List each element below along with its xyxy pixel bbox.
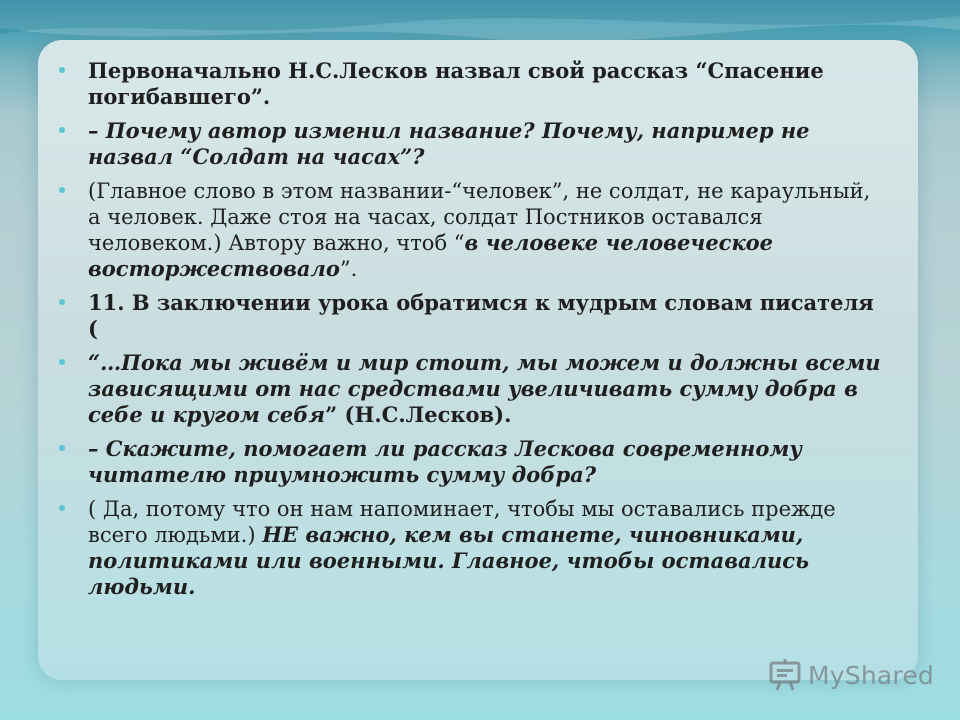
bullet-text	[88, 59, 824, 109]
text-run: ( Да, потому что он нам напоминает, чтобы мы оставались прежде всего людьми.)	[88, 497, 836, 547]
bullet-text	[88, 119, 810, 169]
text-run: “…Пока мы живём и мир стоит, мы можем и должны всеми зависящими от нас средствами увеличивать сумму добра в себе и кругом себя	[88, 350, 881, 427]
watermark-logo	[768, 655, 938, 695]
text-run: – Скажите, помогает ли рассказ Лескова современному читателю приумножить сумму добра?	[88, 436, 802, 487]
bullet-text	[88, 497, 836, 599]
bullet-dot-icon	[59, 445, 65, 451]
bullet-dot-icon	[59, 187, 65, 193]
projector-screen-icon	[768, 658, 802, 692]
watermark-text: MyShared	[808, 660, 934, 690]
text-run: (Главное слово в этом названии-“человек”, не солдат, не караульный, а человек. Даже стоя на часах, солдат Постников оставался человеком.) Автору важно, чтоб “	[88, 179, 871, 255]
bullet-item	[56, 290, 886, 342]
bullet-item	[56, 436, 886, 488]
bullet-dot-icon	[59, 299, 65, 305]
bullet-dot-icon	[59, 127, 65, 133]
bullet-item	[56, 350, 886, 428]
bullet-text	[88, 351, 881, 427]
bullet-dot-icon	[59, 505, 65, 511]
text-run: Первоначально Н.С.Лесков назвал свой рассказ “Спасение погибавшего”.	[88, 58, 824, 109]
bullet-list	[56, 58, 886, 608]
bullet-item	[56, 178, 886, 282]
bullet-text	[88, 437, 802, 487]
text-run: ”.	[339, 257, 358, 281]
bullet-text	[88, 179, 870, 281]
bullet-dot-icon	[59, 359, 65, 365]
bullet-dot-icon	[59, 67, 65, 73]
bullet-item	[56, 118, 886, 170]
bullet-item	[56, 496, 886, 600]
text-run: ” (Н.С.Лесков).	[325, 402, 512, 427]
text-run: – Почему автор изменил название? Почему, например не назвал “Солдат на часах”?	[88, 118, 810, 169]
text-run: в человеке человеческое восторжествовало	[88, 230, 774, 281]
text-run: НЕ важно, кем вы станете, чиновниками, политиками или военными. Главное, чтобы оставались людьми.	[88, 522, 809, 599]
text-run: 11. В заключении урока обратимся к мудрым словам писателя (	[88, 290, 874, 341]
bullet-text	[88, 291, 874, 341]
bullet-item	[56, 58, 886, 110]
